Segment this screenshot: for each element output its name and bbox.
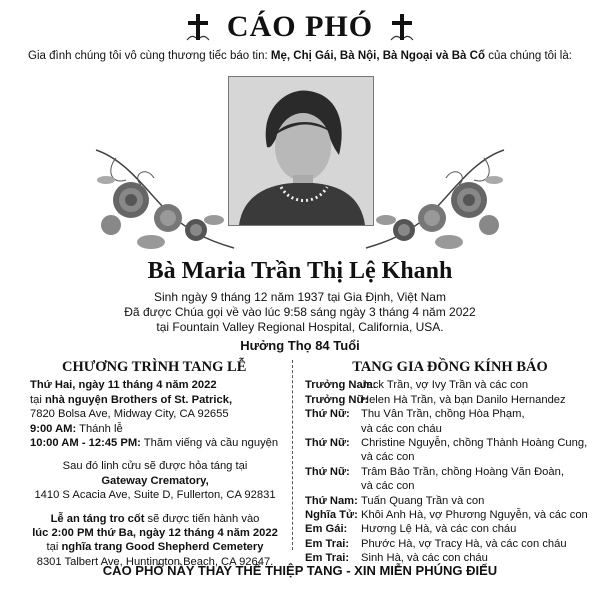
- intro-relations: Mẹ, Chị Gái, Bà Nội, Bà Ngoại và Bà Cố: [270, 50, 485, 62]
- portrait-image: [229, 77, 373, 225]
- family-row-cont: và các con: [361, 480, 415, 493]
- family-list: [305, 360, 595, 566]
- family-row: Em Gái: Hương Lệ Hà, và các con cháu: [305, 523, 517, 536]
- age-line: Hưởng Thọ 84 Tuổi: [240, 338, 360, 353]
- intro-prefix: Gia đình chúng tôi vô cùng thương tiếc báo tin:: [28, 50, 268, 62]
- family-row: Thứ Nam: Tuấn Quang Trần và con: [305, 494, 485, 507]
- title-row: [0, 10, 600, 44]
- cremation-address: 1410 S Acacia Ave, Suite D, Fullerton, CA 92831: [34, 489, 276, 502]
- death-place-line: tại Fountain Valley Regional Hospital, California, USA.: [156, 320, 444, 334]
- program-date: Thứ Hai, ngày 11 tháng 4 năm 2022: [30, 379, 217, 392]
- page-title: CÁO PHÓ: [226, 10, 374, 43]
- burial-address: 8301 Talbert Ave, Huntington Beach, CA 92647.: [36, 555, 274, 568]
- flower-decoration-left: [86, 130, 236, 260]
- family-row: Em Trai: Phước Hà, vợ Tracy Hà, và các con cháu: [305, 537, 567, 550]
- family-row: Em Trai: Sinh Hà, và các con cháu: [305, 552, 488, 565]
- column-divider: [292, 360, 293, 550]
- program-heading: CHƯƠNG TRÌNH TANG LỄ: [62, 359, 247, 375]
- cremation-place: Gateway Crematory,: [101, 474, 209, 487]
- burial-time: lúc 2:00 PM thứ Ba, ngày 12 tháng 4 năm 2022: [32, 527, 278, 540]
- visitation-line: 10:00 AM - 12:45 PM: Thăm viếng và cầu nguyện: [30, 437, 279, 450]
- family-row: Thứ Nữ: Christine Nguyễn, chồng Thành Hoàng Cung,: [305, 437, 588, 450]
- program-venue-line: tại nhà nguyện Brothers of St. Patrick,: [30, 393, 233, 406]
- program-venue: nhà nguyện Brothers of St. Patrick,: [44, 393, 233, 406]
- burial-block: Lễ an táng tro cốt sẽ được tiến hành vào lúc 2:00 PM thứ Ba, ngày 12 tháng 4 năm 2022 tại nghĩa trang Good Shepherd Cemetery 8301 Talbert Ave, Huntington Beach, CA 92647.: [30, 512, 280, 570]
- intro-suffix: của chúng tôi là:: [488, 50, 572, 62]
- footer-notice: CÁO PHÓ NÀY THAY THẾ THIỆP TANG - XIN MIỄN PHÚNG ĐIẾU: [102, 563, 498, 578]
- family-heading: TANG GIA ĐỒNG KÍNH BÁO: [352, 359, 548, 375]
- program-address: 7820 Bolsa Ave, Midway City, CA 92655: [30, 408, 229, 421]
- family-row-cont: và các con cháu: [361, 422, 442, 435]
- mass-line: 9:00 AM: Thánh lễ: [30, 422, 123, 435]
- intro-text: [0, 50, 600, 62]
- portrait-photo: [228, 76, 374, 226]
- life-details: [0, 290, 600, 335]
- cremation-block: Sau đó linh cửu sẽ được hỏa táng tại Gateway Crematory, 1410 S Acacia Ave, Suite D, Fullerton, CA 92831: [30, 459, 280, 502]
- family-row: Trưởng Nam: Jack Trần, vợ Ivy Trần và các con: [305, 379, 529, 392]
- family-row: Trưởng Nữ: Helen Hà Trần, và bạn Danilo Hernandez: [305, 393, 566, 406]
- cross-right-icon: [389, 12, 415, 42]
- deceased-name: Bà Maria Trần Thị Lệ Khanh: [147, 258, 453, 284]
- cross-left-icon: [185, 12, 211, 42]
- family-row: Thứ Nữ: Thu Vân Trần, chồng Hòa Phạm,: [305, 408, 525, 421]
- family-row: Nghĩa Tử: Khôi Anh Hà, vợ Phương Nguyễn, và các con: [305, 509, 588, 522]
- birth-line: Sinh ngày 9 tháng 12 năm 1937 tại Gia Định, Việt Nam: [154, 290, 446, 304]
- burial-place: nghĩa trang Good Shepherd Cemetery: [61, 541, 264, 554]
- funeral-program: [30, 360, 280, 569]
- flower-decoration-right: [364, 130, 514, 260]
- family-row: Thứ Nữ: Trâm Bảo Trần, chồng Hoàng Văn Đoàn,: [305, 465, 564, 478]
- family-row-cont: và các con: [361, 451, 415, 464]
- death-line: Đã được Chúa gọi về vào lúc 9:58 sáng ngày 3 tháng 4 năm 2022: [124, 305, 476, 319]
